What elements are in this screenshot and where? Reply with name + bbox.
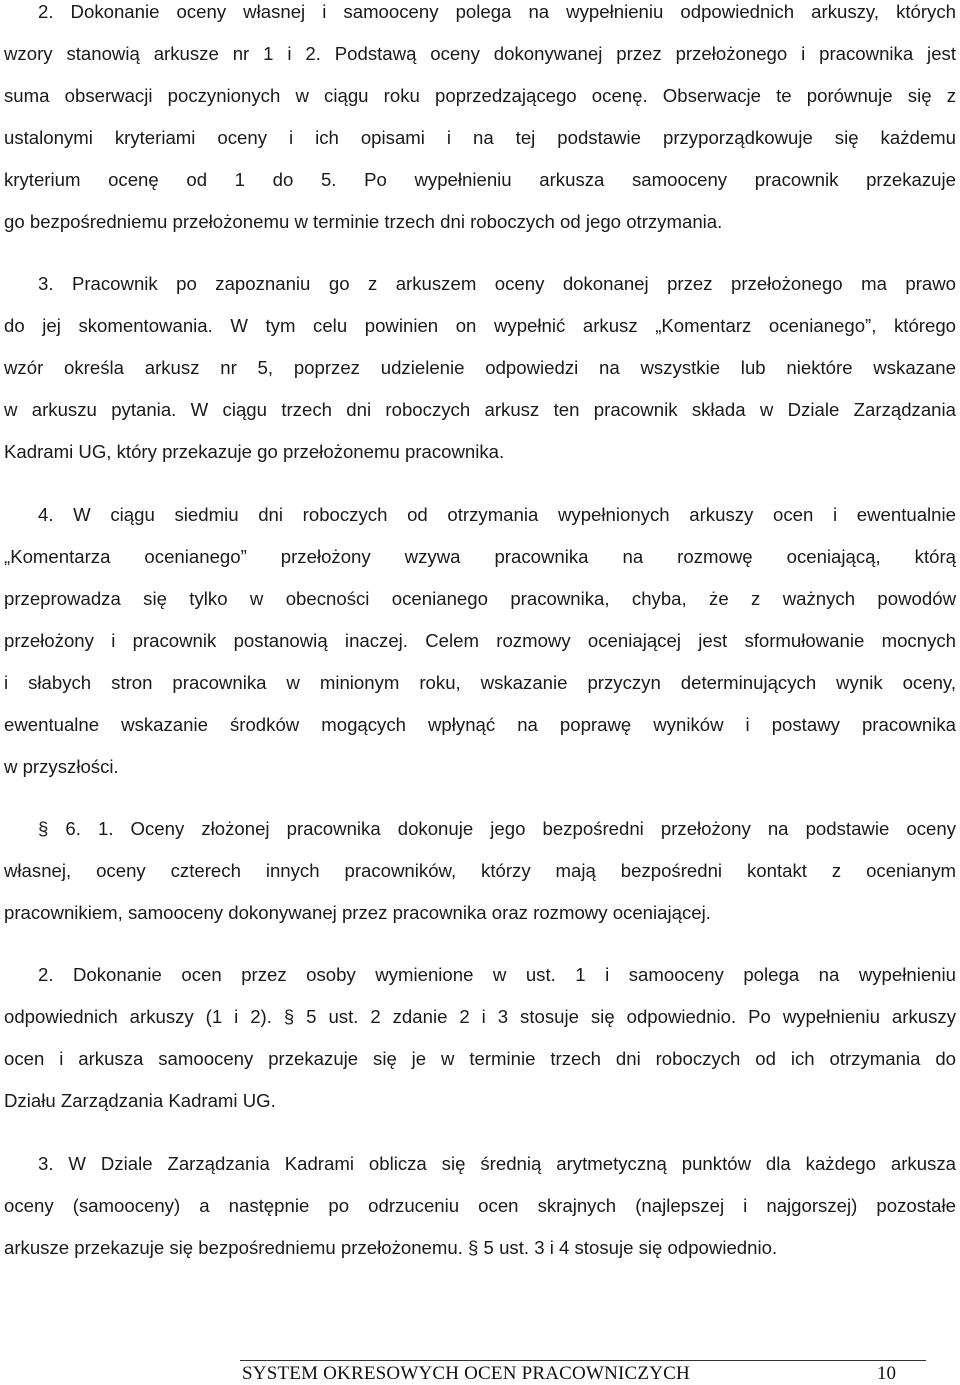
text-line: ewentualne wskazanie środków mogących wpłynąć na poprawę wyników i postawy pracownika	[4, 714, 956, 735]
page-number: 10	[877, 1363, 896, 1384]
text-line: odpowiednich arkuszy (1 i 2). § 5 ust. 2 zdanie 2 i 3 stosuje się odpowiednio. Po wypełnieniu arkuszy	[4, 1006, 956, 1027]
text-line: kryterium ocenę od 1 do 5. Po wypełnieniu arkusza samooceny pracownik przekazuje	[4, 169, 956, 190]
text-line: wzór określa arkusz nr 5, poprzez udzielenie odpowiedzi na wszystkie lub niektóre wskazane	[4, 357, 956, 378]
text-line: do jej skomentowania. W tym celu powinien on wypełnić arkusz „Komentarz ocenianego”, którego	[4, 315, 956, 336]
text-line: przeprowadza się tylko w obecności ocenianego pracownika, chyba, że z ważnych powodów	[4, 588, 956, 609]
text-line: i słabych stron pracownika w minionym roku, wskazanie przyczyn determinujących wynik oceny,	[4, 672, 956, 693]
text-line: 2. Dokonanie oceny własnej i samooceny polega na wypełnieniu odpowiednich arkuszy, których	[38, 1, 956, 22]
text-line: ustalonymi kryteriami oceny i ich opisami i na tej podstawie przyporządkowuje się każdemu	[4, 127, 956, 148]
footer-divider	[240, 1360, 926, 1361]
footer-title: SYSTEM OKRESOWYCH OCEN PRACOWNICZYCH	[242, 1363, 690, 1384]
text-line: wzory stanowią arkusze nr 1 i 2. Podstawą oceny dokonywanej przez przełożonego i pracownika jest	[4, 43, 956, 64]
text-line: pracownikiem, samooceny dokonywanej przez pracownika oraz rozmowy oceniającej.	[4, 902, 711, 923]
text-line: przełożony i pracownik postanowią inaczej. Celem rozmowy oceniającej jest sformułowanie mocnych	[4, 630, 956, 651]
text-line: w przyszłości.	[4, 756, 119, 777]
text-line: Działu Zarządzania Kadrami UG.	[4, 1090, 276, 1111]
text-line: go bezpośredniemu przełożonemu w terminie trzech dni roboczych od jego otrzymania.	[4, 211, 723, 232]
text-line: 3. W Dziale Zarządzania Kadrami oblicza się średnią arytmetyczną punktów dla każdego arkusza	[38, 1153, 956, 1174]
text-line: 2. Dokonanie ocen przez osoby wymienione w ust. 1 i samooceny polega na wypełnieniu	[38, 964, 956, 985]
text-line: w arkuszu pytania. W ciągu trzech dni roboczych arkusz ten pracownik składa w Dziale Zarządzania	[4, 399, 956, 420]
text-line: § 6. 1. Oceny złożonej pracownika dokonuje jego bezpośredni przełożony na podstawie oceny	[38, 818, 956, 839]
text-line: oceny (samooceny) a następnie po odrzuceniu ocen skrajnych (najlepszej i najgorszej) pozostałe	[4, 1195, 956, 1216]
text-line: arkusze przekazuje się bezpośredniemu przełożonemu. § 5 ust. 3 i 4 stosuje się odpowiednio.	[4, 1237, 778, 1258]
text-line: 4. W ciągu siedmiu dni roboczych od otrzymania wypełnionych arkuszy ocen i ewentualnie	[38, 504, 956, 525]
text-line: suma obserwacji poczynionych w ciągu roku poprzedzającego ocenę. Obserwacje te porównuje się z	[4, 85, 956, 106]
text-line: Kadrami UG, który przekazuje go przełożonemu pracownika.	[4, 441, 505, 462]
text-line: ocen i arkusza samooceny przekazuje się je w terminie trzech dni roboczych od ich otrzymania do	[4, 1048, 956, 1069]
text-line: własnej, oceny czterech innych pracowników, którzy mają bezpośredni kontakt z ocenianym	[4, 860, 956, 881]
text-line: 3. Pracownik po zapoznaniu go z arkuszem oceny dokonanej przez przełożonego ma prawo	[38, 273, 956, 294]
text-line: „Komentarza ocenianego” przełożony wzywa pracownika na rozmowę oceniającą, którą	[4, 546, 956, 567]
